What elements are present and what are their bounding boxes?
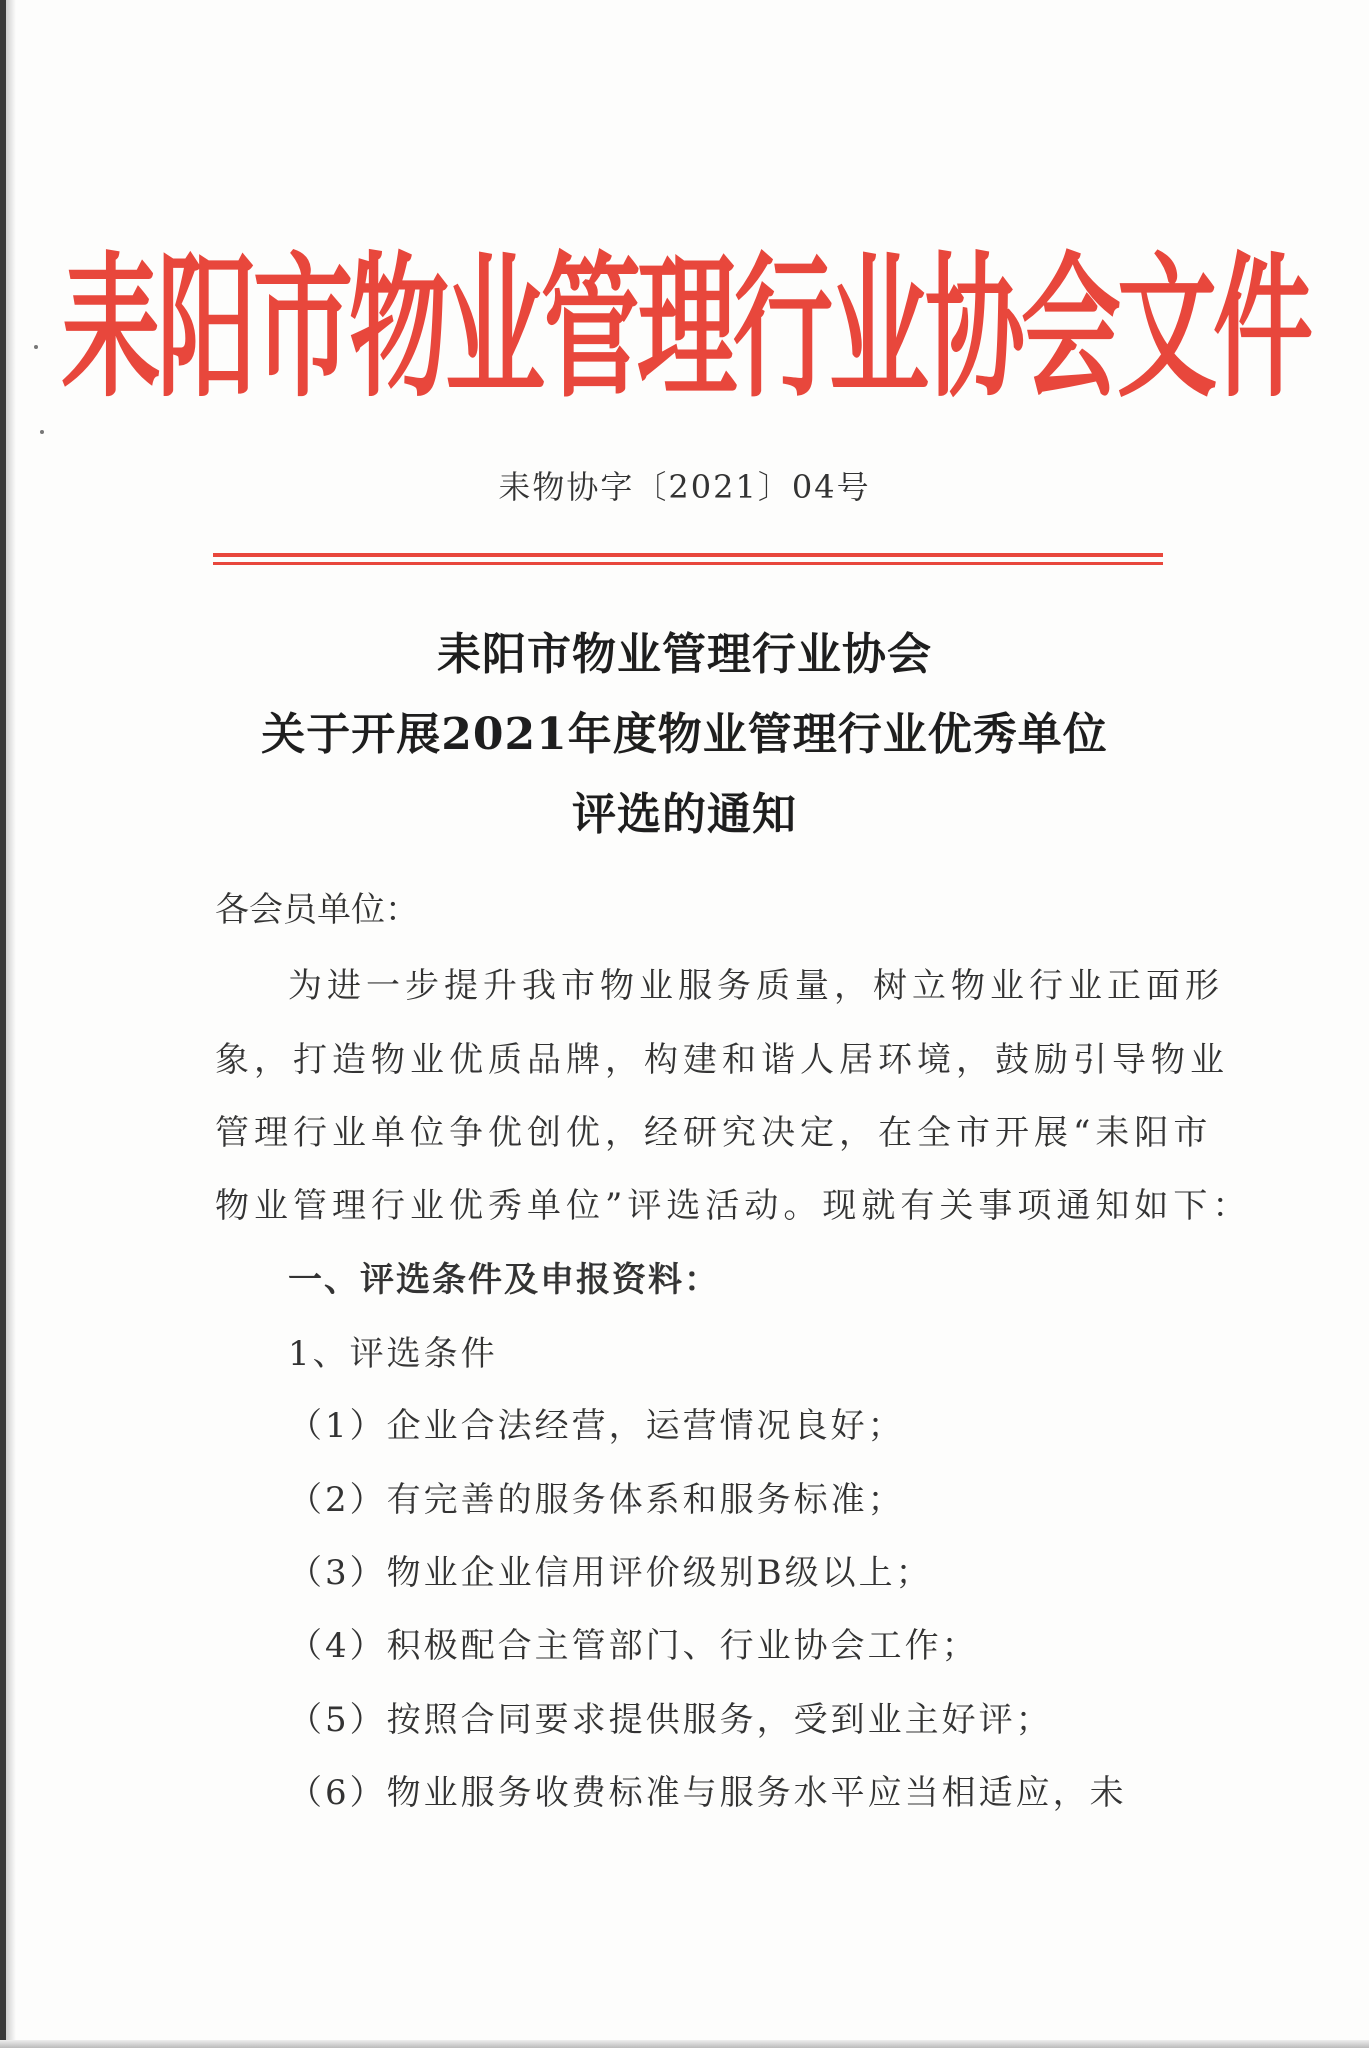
document-number: 耒物协字〔2021〕04号 <box>498 468 871 506</box>
page-edge-shadow <box>6 0 16 2048</box>
notice-title-line-2: 关于开展2021年度物业管理行业优秀单位 <box>261 709 1108 760</box>
condition-item: （5）按照合同要求提供服务，受到业主好评； <box>288 1700 1053 1740</box>
page-bottom-edge <box>0 2040 1369 2048</box>
paragraph-line: 物业管理行业优秀单位”评选活动。现就有关事项通知如下： <box>215 1186 1252 1226</box>
condition-item: （4）积极配合主管部门、行业协会工作； <box>288 1626 979 1666</box>
red-divider-line <box>213 553 1163 557</box>
paragraph-line: 管理行业单位争优创优，经研究决定，在全市开展“耒阳市 <box>215 1113 1213 1153</box>
scan-speck <box>40 430 44 434</box>
section-heading: 一、评选条件及申报资料： <box>288 1260 720 1300</box>
condition-item: （3）物业企业信用评价级别B级以上； <box>288 1553 933 1593</box>
notice-title <box>0 615 1369 855</box>
scan-speck <box>34 345 38 349</box>
paragraph-line: 象，打造物业优质品牌，构建和谐人居环境，鼓励引导物业 <box>215 1040 1229 1080</box>
notice-title-line-3: 评选的通知 <box>572 789 797 840</box>
red-divider-line-secondary <box>213 562 1163 565</box>
condition-item: （2）有完善的服务体系和服务标准； <box>288 1480 905 1520</box>
notice-title-line-1: 耒阳市物业管理行业协会 <box>437 629 932 680</box>
salutation: 各会员单位： <box>215 890 419 930</box>
masthead-title: 耒阳市物业管理行业协会文件 <box>61 237 1309 419</box>
condition-item: （6）物业服务收费标准与服务水平应当相适应，未 <box>288 1773 1127 1813</box>
paragraph-line: 为进一步提升我市物业服务质量，树立物业行业正面形 <box>288 966 1224 1006</box>
condition-item: （1）企业合法经营，运营情况良好； <box>288 1406 905 1446</box>
sub-heading: 1、评选条件 <box>288 1334 498 1374</box>
